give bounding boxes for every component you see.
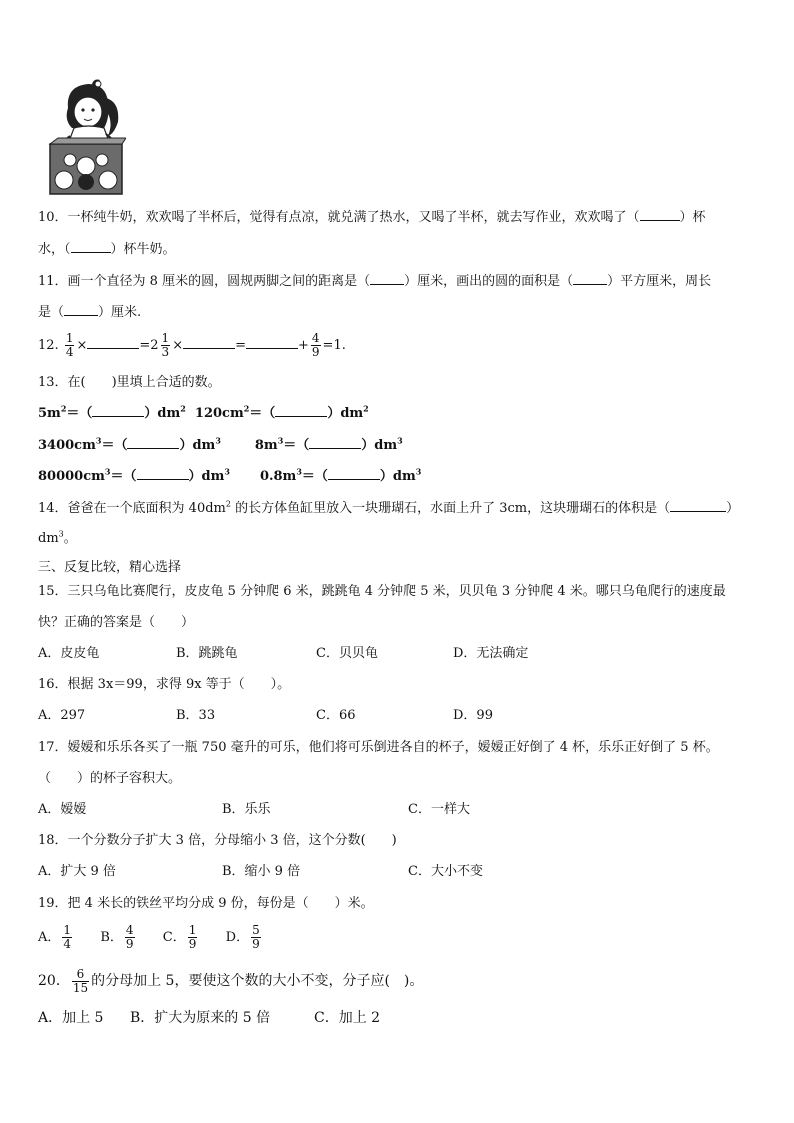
question-19-options: [38, 922, 263, 954]
option-b[interactable]: B．33: [176, 708, 216, 723]
option-b[interactable]: B．扩大为原来的 5 倍: [130, 1010, 271, 1026]
question-13-title: 13．在( )里填上合适的数。: [38, 375, 221, 390]
option-c[interactable]: C．大小不变: [408, 864, 483, 879]
question-17-options: [38, 801, 738, 819]
option-a[interactable]: A．加上 5: [38, 1010, 104, 1026]
question-15-line2: 快？正确的答案是（ ）: [38, 615, 195, 630]
answer-blank[interactable]: [87, 336, 139, 349]
answer-blank[interactable]: [92, 404, 144, 417]
question-11-line2: 是（ ）厘米.: [38, 305, 142, 320]
question-11-line1: 11．画一个直径为 8 厘米的圆，圆规两脚之间的距离是（ ）厘米，画出的圆的面积是（ ）平方厘米，周长: [38, 274, 712, 289]
fraction: $\frac{4}{9}$: [311, 331, 320, 359]
answer-blank[interactable]: [246, 336, 298, 349]
question-16-line1: 16．根据 3x＝99，求得 9x 等于（ ）。: [38, 677, 291, 692]
option-b[interactable]: B． $\frac{4}{9}$: [100, 923, 134, 951]
question-14-line2: $dm^3$。: [38, 529, 77, 546]
option-c[interactable]: C．贝贝龟: [316, 646, 378, 661]
answer-blank[interactable]: [64, 303, 98, 316]
question-15-options: [38, 645, 738, 663]
answer-blank[interactable]: [127, 436, 179, 449]
question-18-options: [38, 863, 738, 881]
option-a[interactable]: A．皮皮龟: [38, 646, 100, 661]
girl-with-box-illustration: [48, 78, 126, 196]
answer-blank[interactable]: [328, 467, 380, 480]
question-13-row3: $80000cm^3=$（ ）$dm^3$ $0.8m^3=$（ ）$dm^3$: [38, 466, 422, 484]
answer-blank[interactable]: [183, 336, 235, 349]
section-heading: 三、反复比较，精心选择: [38, 560, 182, 575]
question-14-line1: 14．爸爸在一个底面积为 $40dm^2$ 的长方体鱼缸里放入一块珊瑚石，水面上升了 3cm，这块珊瑚石的体积是（ ）: [38, 499, 740, 516]
option-a[interactable]: A．297: [38, 708, 86, 723]
fraction: $\frac{5}{9}$: [252, 923, 260, 951]
option-d[interactable]: D．无法确定: [453, 646, 529, 661]
option-d[interactable]: D．99: [453, 708, 493, 723]
question-17-line1: 17．嫒嫒和乐乐各买了一瓶 750 毫升的可乐，他们将可乐倒进各自的杯子，嫒嫒正好倒了 4 杯，乐乐正好倒了 5 杯。: [38, 740, 719, 755]
answer-blank[interactable]: [71, 240, 111, 253]
fraction: $\frac{1}{4}$: [65, 331, 74, 359]
question-10-line1: 10．一杯纯牛奶，欢欢喝了半杯后，觉得有点凉，就兑满了热水，又喝了半杯，就去写作业，欢欢喝了（ ）杯: [38, 210, 706, 225]
fraction: $\frac{6}{15}$: [72, 966, 89, 995]
option-c[interactable]: C． $\frac{1}{9}$: [162, 923, 197, 951]
option-a[interactable]: A．嫒嫒: [38, 802, 87, 817]
answer-blank[interactable]: [309, 436, 361, 449]
question-18-line1: 18．一个分数分子扩大 3 倍，分母缩小 3 倍，这个分数( ): [38, 833, 397, 848]
answer-blank[interactable]: [573, 272, 607, 285]
option-c[interactable]: C．加上 2: [314, 1010, 381, 1026]
answer-blank[interactable]: [670, 499, 726, 512]
question-17-line2: （ ）的杯子容积大。: [38, 771, 182, 786]
option-a[interactable]: A． $\frac{1}{4}$: [38, 923, 72, 951]
answer-blank[interactable]: [370, 272, 404, 285]
option-a[interactable]: A．扩大 9 倍: [38, 864, 116, 879]
option-c[interactable]: C．一样大: [408, 802, 470, 817]
option-b[interactable]: B．缩小 9 倍: [222, 864, 301, 879]
question-19-line1: 19．把 4 米长的铁丝平均分成 9 份，每份是（ ）米。: [38, 896, 374, 911]
option-b[interactable]: B．跳跳龟: [176, 646, 238, 661]
answer-blank[interactable]: [275, 404, 327, 417]
option-d[interactable]: D． $\frac{5}{9}$: [225, 923, 260, 951]
question-20-options: [38, 1009, 738, 1029]
question-16-options: [38, 707, 738, 725]
question-13-row1: $5m^2=$（ ）$dm^2$ $120cm^2=$（ ）$dm^2$: [38, 403, 369, 421]
answer-blank[interactable]: [137, 467, 189, 480]
fraction: $\frac{4}{9}$: [125, 923, 134, 951]
question-13-row2: $3400cm^3=$（ ）$dm^3$ $8m^3=$（ ）$dm^3$: [38, 435, 403, 453]
fraction: $\frac{1}{3}$: [161, 331, 170, 359]
question-15-line1: 15．三只乌龟比赛爬行，皮皮龟 5 分钟爬 6 米，跳跳龟 4 分钟爬 5 米，贝贝龟 3 分钟爬 4 米。哪只乌龟爬行的速度最: [38, 584, 726, 599]
option-c[interactable]: C．66: [316, 708, 356, 723]
option-b[interactable]: B．乐乐: [222, 802, 271, 817]
question-10-line2: 水，（ ）杯牛奶。: [38, 242, 176, 257]
question-20-line1: 20． $\frac{6}{15}$ 的分母加上 5，要使这个数的大小不变，分子应( )。: [38, 966, 424, 995]
answer-blank[interactable]: [640, 208, 680, 221]
fraction: $\frac{1}{9}$: [188, 923, 197, 951]
fraction: $\frac{1}{4}$: [63, 923, 72, 951]
question-12: 12. $\frac{1}{4}$ × =2 $\frac{1}{3}$ × = + $\frac{4}{9}$ =1.: [38, 331, 346, 359]
